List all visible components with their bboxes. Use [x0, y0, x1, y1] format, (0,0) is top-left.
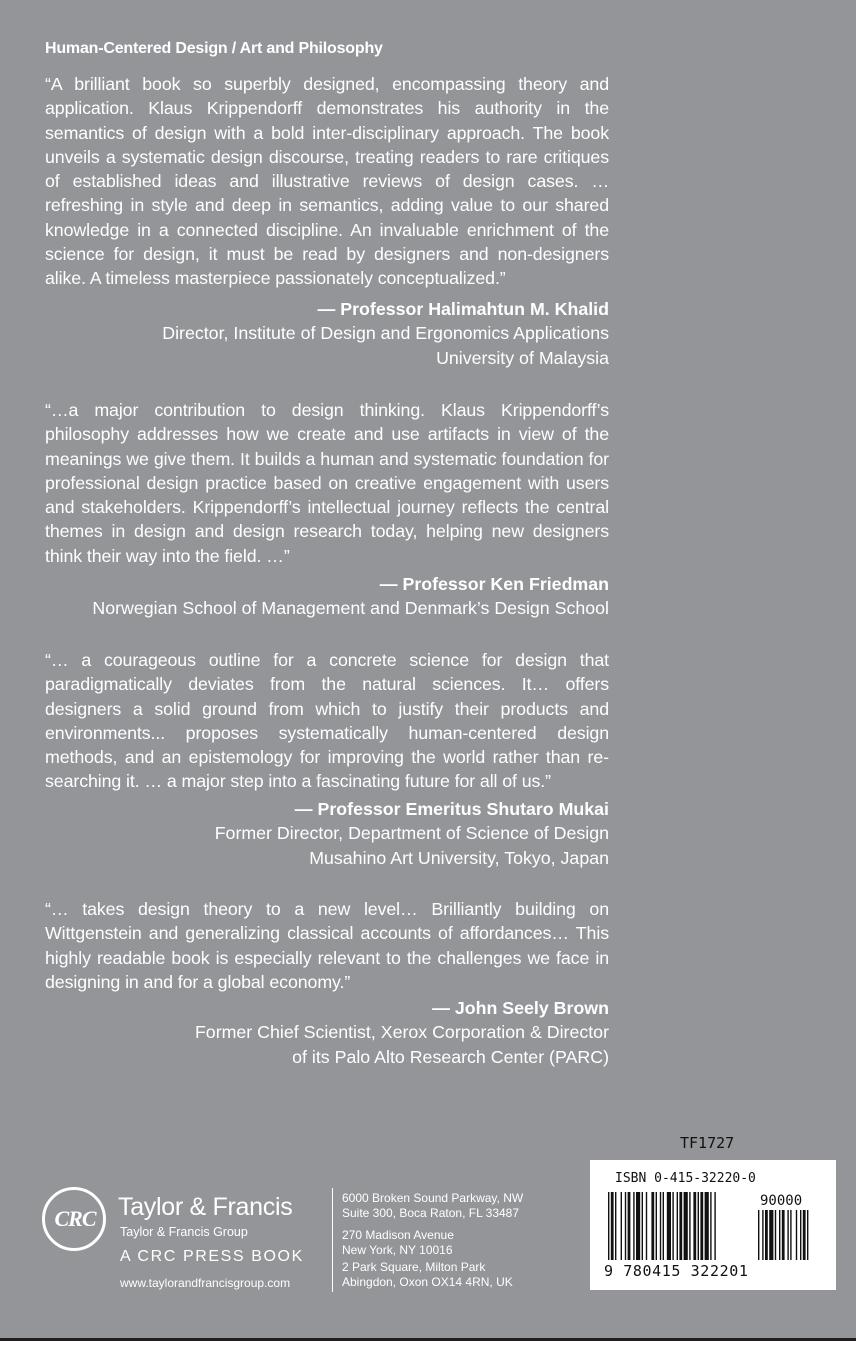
testimonial-attribution — [45, 996, 609, 1069]
testimonial-affiliation: Former Chief Scientist, Xerox Corporation & Director of its Palo Alto Research Center (PARC) — [194, 1022, 609, 1067]
testimonial-affiliation: Former Director, Department of Science of Design Musahino Art University, Tokyo, Japan — [214, 823, 609, 868]
price-code: 90000 — [760, 1193, 803, 1209]
testimonial-quote: “A brilliant book so superbly designed, encompassing theory and application. Klaus Krippendorff demonstrates his authority in the semantics of design with a bold inter-disciplinary approach. The book unveils a systematic design discourse, treating readers to rare critiques of established ideas and illustrative reviews of design cases. … refreshing in style and deep in semantics, adding value to our shared knowledge in a connected discipline. An invaluable enrichment of the science for design, it must be read by designers and non-designers alike. A timeless masterpiece passionately conceptualized.” — [45, 74, 609, 289]
testimonial-author: — Professor Halimahtun M. Khalid — [317, 299, 609, 319]
publisher-website: www.taylorandfrancisgroup.com — [120, 1276, 291, 1290]
publisher-name: Taylor & Francis — [118, 1193, 293, 1221]
barcode-icon — [608, 1192, 828, 1262]
testimonial-quote: “… a courageous outline for a concrete science for design that paradigmatically deviates from the natural sciences. It… offers designers a solid ground from which to justify their products and environments... proposes systematically human-centered design methods, and an epistemology for improving the world rather than re-searching it. … a major step into a fascinating future for all of us.” — [45, 650, 609, 792]
publisher-group: Taylor & Francis Group — [120, 1225, 248, 1239]
bottom-rule — [0, 1338, 856, 1341]
isbn-label: ISBN 0-415-32220-0 — [615, 1171, 756, 1186]
testimonial-quote: “…a major contribution to design thinking. Klaus Krippendorff’s philosophy addresses how we create and use artifacts in view of the meanings we give them. It builds a human and systematic foundation for professional design practice based on creative engagement with users and stakeholders. Krippendorff’s intellectual journey reflects the central themes in design and design research today, helping new designers think their way into the field. …” — [45, 400, 609, 566]
testimonial-attribution — [45, 572, 609, 621]
testimonial-author: — Professor Ken Friedman — [379, 574, 609, 594]
testimonial-quote: “… takes design theory to a new level… Brilliantly building on Wittgenstein and generalizing classical accounts of affordances… This highly readable book is especially relevant to the challenges we face in designing in and for a global economy.” — [45, 899, 609, 992]
testimonial-affiliation: Norwegian School of Management and Denmark’s Design School — [92, 598, 609, 619]
footer-divider — [332, 1188, 333, 1292]
publisher-address: 270 Madison Avenue New York, NY 10016 — [342, 1228, 454, 1257]
testimonial-author: — John Seely Brown — [432, 998, 609, 1018]
testimonial-author: — Professor Emeritus Shutaro Mukai — [294, 799, 609, 819]
isbn-digits: 9 780415 322201 — [604, 1262, 749, 1280]
testimonial-attribution — [45, 297, 609, 370]
crc-logo-text: CRC — [54, 1206, 96, 1231]
publisher-imprint: A CRC PRESS BOOK — [120, 1248, 304, 1265]
category-label: Human-Centered Design / Art and Philosophy — [45, 40, 383, 57]
testimonial-attribution — [45, 797, 609, 870]
publisher-address: 2 Park Square, Milton Park Abingdon, Oxon OX14 4RN, UK — [342, 1260, 513, 1289]
testimonial-affiliation: Director, Institute of Design and Ergonomics Applications University of Malaysia — [162, 323, 609, 368]
product-code: TF1727 — [680, 1134, 735, 1152]
publisher-address: 6000 Broken Sound Parkway, NW Suite 300, Boca Raton, FL 33487 — [342, 1191, 524, 1220]
